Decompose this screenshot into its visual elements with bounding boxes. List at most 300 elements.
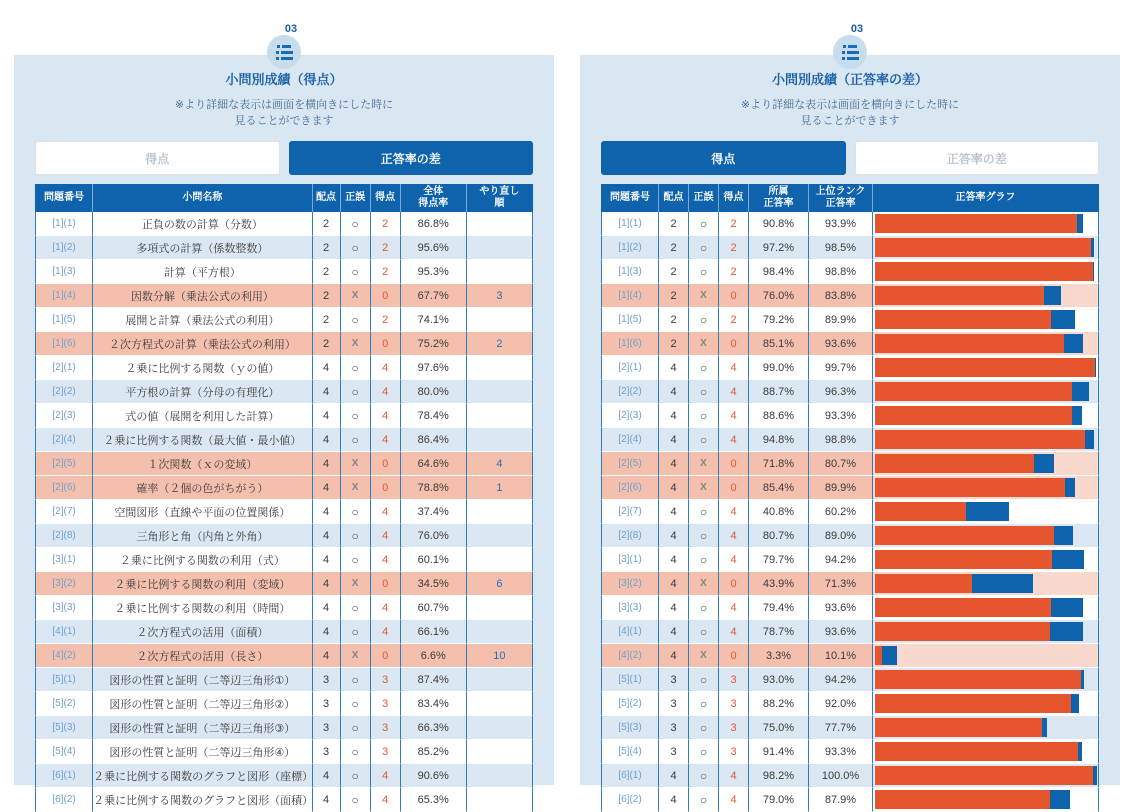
question-number-link[interactable]: [1](2): [601, 236, 659, 260]
question-number-link[interactable]: [1](5): [35, 308, 93, 332]
rate-bar: [875, 214, 1097, 233]
rate-bar: [875, 430, 1097, 449]
correct-mark: X: [341, 332, 371, 356]
correct-mark: ○: [689, 308, 719, 332]
overall-rate: 66.1%: [401, 620, 467, 644]
overall-rate: 60.1%: [401, 548, 467, 572]
score-value: 4: [719, 428, 749, 452]
table-row: [35, 572, 533, 596]
question-name: 展開と計算（乗法公式の利用）: [93, 308, 312, 332]
question-number-link[interactable]: [6](1): [35, 764, 93, 788]
rate-bar-cell: [873, 740, 1099, 764]
table-row: [601, 308, 1099, 332]
rate-bar-cell: [873, 236, 1099, 260]
question-number-link[interactable]: [4](1): [35, 620, 93, 644]
question-number-link[interactable]: [2](8): [601, 524, 659, 548]
score-value: 0: [719, 284, 749, 308]
top-rank-rate: 98.8%: [809, 428, 873, 452]
diff-rate-segment: [1071, 694, 1079, 713]
column-header-top: 上位ランク 正答率: [809, 184, 873, 212]
allotted-points: 2: [313, 260, 341, 284]
allotted-points: 3: [659, 692, 689, 716]
redo-order: [467, 500, 533, 524]
question-number-link[interactable]: [5](2): [601, 692, 659, 716]
question-number-link[interactable]: [4](2): [35, 644, 93, 668]
overall-rate: 66.3%: [401, 716, 467, 740]
rate-bar-cell: [873, 260, 1099, 284]
redo-order: [467, 764, 533, 788]
question-number-link[interactable]: [2](7): [35, 500, 93, 524]
question-number-link[interactable]: [5](4): [35, 740, 93, 764]
score-value: 0: [719, 476, 749, 500]
redo-order: [467, 260, 533, 284]
allotted-points: 2: [313, 212, 341, 236]
page-title: 小問別成績（正答率の差）: [771, 72, 928, 87]
table-row: [35, 332, 533, 356]
score-panel: [14, 23, 554, 807]
rate-bar: [875, 742, 1097, 761]
rate-bar-cell: [873, 788, 1099, 812]
allotted-points: 4: [659, 764, 689, 788]
rate-bar-cell: [873, 572, 1099, 596]
question-number-link[interactable]: [3](3): [601, 596, 659, 620]
score-value: 2: [371, 308, 401, 332]
rotate-note-line2: 見ることができます: [800, 115, 900, 127]
top-rank-rate: 93.6%: [809, 620, 873, 644]
top-rank-rate: 93.6%: [809, 332, 873, 356]
rate-bar-cell: [873, 668, 1099, 692]
rate-bar: [875, 478, 1097, 497]
question-number-link[interactable]: [2](1): [601, 356, 659, 380]
redo-order: [467, 692, 533, 716]
rate-bar: [875, 310, 1097, 329]
allotted-points: 4: [659, 476, 689, 500]
table-row: [35, 716, 533, 740]
correct-mark: ○: [341, 404, 371, 428]
score-value: 0: [719, 332, 749, 356]
question-name: 正負の数の計算（分数）: [93, 212, 312, 236]
question-number-link[interactable]: [2](5): [601, 452, 659, 476]
allotted-points: 4: [659, 620, 689, 644]
own-rate-segment: [875, 574, 972, 593]
question-number-link[interactable]: [5](1): [601, 668, 659, 692]
question-number-link[interactable]: [1](5): [601, 308, 659, 332]
allotted-points: 4: [659, 452, 689, 476]
question-number-link[interactable]: [5](3): [35, 716, 93, 740]
table-row: [35, 764, 533, 788]
score-value: 4: [719, 764, 749, 788]
table-row: [35, 428, 533, 452]
score-value: 4: [719, 500, 749, 524]
table-row: [601, 428, 1099, 452]
own-rate-segment: [875, 694, 1071, 713]
overall-rate: 80.0%: [401, 380, 467, 404]
correct-mark: ○: [341, 620, 371, 644]
redo-order: [467, 668, 533, 692]
question-number-link[interactable]: [3](3): [35, 596, 93, 620]
redo-order: [467, 356, 533, 380]
allotted-points: 2: [659, 236, 689, 260]
own-rate-segment: [875, 718, 1042, 737]
question-number-link[interactable]: [2](4): [35, 428, 93, 452]
table-row: [601, 596, 1099, 620]
score-value: 2: [371, 260, 401, 284]
score-value: 2: [371, 212, 401, 236]
correct-mark: ○: [689, 428, 719, 452]
redo-order: 6: [467, 572, 533, 596]
question-number-link[interactable]: [1](3): [35, 260, 93, 284]
table-row: [601, 260, 1099, 284]
correct-mark: ○: [341, 428, 371, 452]
correct-mark: ○: [341, 716, 371, 740]
overall-rate: 34.5%: [401, 572, 467, 596]
correct-mark: X: [689, 644, 719, 668]
overall-rate: 64.6%: [401, 452, 467, 476]
correct-mark: ○: [341, 380, 371, 404]
own-rate-segment: [875, 406, 1072, 425]
table-row: [35, 404, 533, 428]
question-number-link[interactable]: [6](1): [601, 764, 659, 788]
own-group-rate: 71.8%: [749, 452, 809, 476]
diff-tab-button[interactable]: 正答率の差: [289, 141, 534, 175]
question-number-link[interactable]: [1](1): [35, 212, 93, 236]
question-name: 多項式の計算（係数整数）: [93, 236, 312, 260]
top-rank-rate: 98.8%: [809, 260, 873, 284]
rate-bar-cell: [873, 212, 1099, 236]
question-number-link[interactable]: [6](2): [601, 788, 659, 812]
rate-bar: [875, 526, 1097, 545]
section-badge: [820, 23, 880, 69]
score-value: 0: [371, 452, 401, 476]
question-name: 図形の性質と証明（二等辺三角形④）: [93, 740, 312, 764]
question-number-link[interactable]: [2](1): [35, 356, 93, 380]
correct-mark: X: [341, 284, 371, 308]
score-table: [35, 184, 533, 812]
score-tab-button[interactable]: 得点: [35, 141, 280, 175]
top-rank-rate: 98.5%: [809, 236, 873, 260]
diff-rate-segment: [1091, 238, 1094, 257]
correct-mark: ○: [689, 716, 719, 740]
table-row: [35, 260, 533, 284]
own-group-rate: 88.2%: [749, 692, 809, 716]
question-number-link[interactable]: [6](2): [35, 788, 93, 812]
question-name: ２次方程式の活用（長さ）: [93, 644, 312, 668]
allotted-points: 2: [659, 332, 689, 356]
own-rate-segment: [875, 334, 1064, 353]
own-group-rate: 94.8%: [749, 428, 809, 452]
correct-mark: ○: [689, 236, 719, 260]
allotted-points: 4: [659, 548, 689, 572]
redo-order: 4: [467, 452, 533, 476]
question-name: 確率（２個の色がちがう）: [93, 476, 312, 500]
correct-mark: ○: [689, 788, 719, 812]
score-value: 4: [371, 428, 401, 452]
column-header-name: 小問名称: [93, 184, 312, 212]
rate-bar-cell: [873, 308, 1099, 332]
score-value: 2: [719, 212, 749, 236]
score-value: 3: [371, 668, 401, 692]
score-value: 4: [719, 788, 749, 812]
own-rate-segment: [875, 214, 1077, 233]
question-number-link[interactable]: [1](3): [601, 260, 659, 284]
question-number-link[interactable]: [2](2): [601, 380, 659, 404]
allotted-points: 4: [313, 548, 341, 572]
question-number-link[interactable]: [5](2): [35, 692, 93, 716]
redo-order: [467, 380, 533, 404]
score-table-header: [35, 184, 533, 212]
table-row: [35, 668, 533, 692]
allotted-points: 3: [659, 668, 689, 692]
own-rate-segment: [875, 454, 1034, 473]
question-number-link[interactable]: [3](1): [601, 548, 659, 572]
question-number-link[interactable]: [4](1): [601, 620, 659, 644]
overall-rate: 74.1%: [401, 308, 467, 332]
column-header-points: 配点: [313, 184, 341, 212]
score-value: 4: [719, 524, 749, 548]
own-group-rate: 98.4%: [749, 260, 809, 284]
own-rate-segment: [875, 310, 1051, 329]
own-rate-segment: [875, 478, 1065, 497]
top-rank-rate: 89.9%: [809, 476, 873, 500]
correct-mark: ○: [341, 788, 371, 812]
score-value: 3: [719, 692, 749, 716]
question-name: ２乗に比例する関数の利用（変域）: [93, 572, 312, 596]
diff-rate-segment: [1081, 670, 1084, 689]
rate-bar: [875, 766, 1097, 785]
table-row: [601, 716, 1099, 740]
rate-bar: [875, 358, 1097, 377]
allotted-points: 4: [659, 404, 689, 428]
column-header-qnum: 問題番号: [35, 184, 93, 212]
table-row: [601, 524, 1099, 548]
table-row: [601, 452, 1099, 476]
question-number-link[interactable]: [3](1): [35, 548, 93, 572]
diff-rate-segment: [1095, 358, 1097, 377]
allotted-points: 4: [659, 572, 689, 596]
question-number-link[interactable]: [5](3): [601, 716, 659, 740]
question-name: 空間図形（直線や平面の位置関係）: [93, 500, 312, 524]
correct-mark: ○: [341, 212, 371, 236]
own-group-rate: 98.2%: [749, 764, 809, 788]
table-row: [35, 788, 533, 812]
table-row: [601, 332, 1099, 356]
diff-tab-button[interactable]: 正答率の差: [855, 141, 1100, 175]
own-group-rate: 97.2%: [749, 236, 809, 260]
question-name: 式の値（展開を利用した計算）: [93, 404, 312, 428]
diff-rate-segment: [1065, 478, 1075, 497]
overall-rate: 86.8%: [401, 212, 467, 236]
correct-mark: ○: [341, 356, 371, 380]
table-row: [601, 236, 1099, 260]
own-rate-segment: [875, 550, 1052, 569]
table-row: [601, 404, 1099, 428]
allotted-points: 3: [313, 668, 341, 692]
own-group-rate: 90.8%: [749, 212, 809, 236]
rate-bar-cell: [873, 524, 1099, 548]
allotted-points: 4: [659, 788, 689, 812]
rate-bar: [875, 550, 1097, 569]
own-group-rate: 79.4%: [749, 596, 809, 620]
diff-rate-segment: [1085, 430, 1094, 449]
score-value: 4: [371, 404, 401, 428]
allotted-points: 2: [313, 284, 341, 308]
table-row: [35, 692, 533, 716]
allotted-points: 4: [313, 452, 341, 476]
question-number-link[interactable]: [5](1): [35, 668, 93, 692]
correct-mark: ○: [341, 764, 371, 788]
rate-bar: [875, 598, 1097, 617]
question-number-link[interactable]: [2](2): [35, 380, 93, 404]
question-name: ２乗に比例する関数の利用（式）: [93, 548, 312, 572]
question-number-link[interactable]: [1](1): [601, 212, 659, 236]
redo-order: [467, 620, 533, 644]
table-row: [35, 476, 533, 500]
rate-bar: [875, 406, 1097, 425]
column-header-own: 所属 正答率: [749, 184, 809, 212]
own-rate-segment: [875, 742, 1078, 761]
rate-bar-cell: [873, 428, 1099, 452]
allotted-points: 3: [659, 740, 689, 764]
top-rank-rate: 80.7%: [809, 452, 873, 476]
allotted-points: 4: [313, 380, 341, 404]
question-name: 因数分解（乗法公式の利用）: [93, 284, 312, 308]
table-row: [35, 356, 533, 380]
score-value: 2: [371, 236, 401, 260]
table-row: [35, 212, 533, 236]
view-toggle-group: [35, 141, 533, 175]
own-rate-segment: [875, 646, 882, 665]
score-value: 4: [371, 356, 401, 380]
correct-mark: ○: [689, 692, 719, 716]
diff-rate-segment: [1034, 454, 1054, 473]
overall-rate: 78.4%: [401, 404, 467, 428]
rate-bar: [875, 646, 1097, 665]
question-number-link[interactable]: [1](6): [601, 332, 659, 356]
rate-diff-table-header: [601, 184, 1099, 212]
table-row: [601, 740, 1099, 764]
question-number-link[interactable]: [3](2): [601, 572, 659, 596]
own-group-rate: 3.3%: [749, 644, 809, 668]
allotted-points: 2: [313, 236, 341, 260]
question-number-link[interactable]: [2](3): [35, 404, 93, 428]
correct-mark: X: [689, 476, 719, 500]
redo-order: [467, 236, 533, 260]
rate-bar: [875, 670, 1097, 689]
allotted-points: 4: [313, 644, 341, 668]
own-group-rate: 91.4%: [749, 740, 809, 764]
correct-mark: X: [689, 572, 719, 596]
table-row: [601, 620, 1099, 644]
question-name: ２乗に比例する関数のグラフと図形（面積）: [93, 788, 312, 812]
score-value: 4: [719, 356, 749, 380]
question-number-link[interactable]: [1](2): [35, 236, 93, 260]
column-header-score: 得点: [719, 184, 749, 212]
score-value: 4: [371, 380, 401, 404]
score-value: 0: [719, 644, 749, 668]
table-row: [601, 644, 1099, 668]
correct-mark: ○: [341, 260, 371, 284]
question-number-link[interactable]: [2](8): [35, 524, 93, 548]
own-rate-segment: [875, 790, 1050, 809]
column-header-points: 配点: [659, 184, 689, 212]
question-number-link[interactable]: [2](6): [601, 476, 659, 500]
question-number-link[interactable]: [4](2): [601, 644, 659, 668]
question-number-link[interactable]: [2](5): [35, 452, 93, 476]
rate-bar-cell: [873, 644, 1099, 668]
table-row: [35, 236, 533, 260]
overall-rate: 87.4%: [401, 668, 467, 692]
own-rate-segment: [875, 430, 1085, 449]
correct-mark: ○: [341, 500, 371, 524]
question-number-link[interactable]: [2](6): [35, 476, 93, 500]
question-number-link[interactable]: [2](3): [601, 404, 659, 428]
allotted-points: 4: [313, 596, 341, 620]
column-header-score: 得点: [371, 184, 401, 212]
top-rank-rate: 99.7%: [809, 356, 873, 380]
diff-panel-content: [580, 141, 1120, 812]
rotate-note: [14, 97, 554, 129]
redo-order: [467, 308, 533, 332]
correct-mark: ○: [341, 548, 371, 572]
question-number-link[interactable]: [1](6): [35, 332, 93, 356]
redo-order: [467, 428, 533, 452]
overall-rate: 83.4%: [401, 692, 467, 716]
own-group-rate: 80.7%: [749, 524, 809, 548]
allotted-points: 4: [659, 644, 689, 668]
score-value: 4: [371, 788, 401, 812]
question-number-link[interactable]: [3](2): [35, 572, 93, 596]
diff-rate-segment: [1051, 598, 1083, 617]
score-value: 4: [371, 596, 401, 620]
allotted-points: 4: [659, 524, 689, 548]
question-name: 図形の性質と証明（二等辺三角形③）: [93, 716, 312, 740]
own-group-rate: 88.7%: [749, 380, 809, 404]
score-value: 3: [719, 740, 749, 764]
correct-mark: ○: [689, 212, 719, 236]
question-number-link[interactable]: [2](7): [601, 500, 659, 524]
correct-mark: X: [341, 644, 371, 668]
score-value: 0: [719, 452, 749, 476]
section-number: 03: [850, 23, 864, 35]
allotted-points: 4: [313, 428, 341, 452]
rate-bar: [875, 382, 1097, 401]
table-row: [35, 596, 533, 620]
diff-rate-segment: [1051, 310, 1075, 329]
correct-mark: ○: [689, 668, 719, 692]
checklist-icon: [833, 35, 867, 69]
rotate-note-line2: 見ることができます: [234, 115, 334, 127]
score-tab-button[interactable]: 得点: [601, 141, 846, 175]
score-value: 0: [371, 572, 401, 596]
own-group-rate: 93.0%: [749, 668, 809, 692]
correct-mark: ○: [341, 692, 371, 716]
question-number-link[interactable]: [5](4): [601, 740, 659, 764]
top-rank-rate: 87.9%: [809, 788, 873, 812]
question-number-link[interactable]: [1](4): [601, 284, 659, 308]
own-group-rate: 88.6%: [749, 404, 809, 428]
table-row: [35, 452, 533, 476]
question-number-link[interactable]: [2](4): [601, 428, 659, 452]
overall-rate: 67.7%: [401, 284, 467, 308]
table-row: [601, 788, 1099, 812]
allotted-points: 2: [659, 212, 689, 236]
own-group-rate: 40.8%: [749, 500, 809, 524]
correct-mark: ○: [689, 740, 719, 764]
diff-rate-segment: [1093, 262, 1094, 281]
question-name: 計算（平方根）: [93, 260, 312, 284]
allotted-points: 4: [313, 476, 341, 500]
question-number-link[interactable]: [1](4): [35, 284, 93, 308]
